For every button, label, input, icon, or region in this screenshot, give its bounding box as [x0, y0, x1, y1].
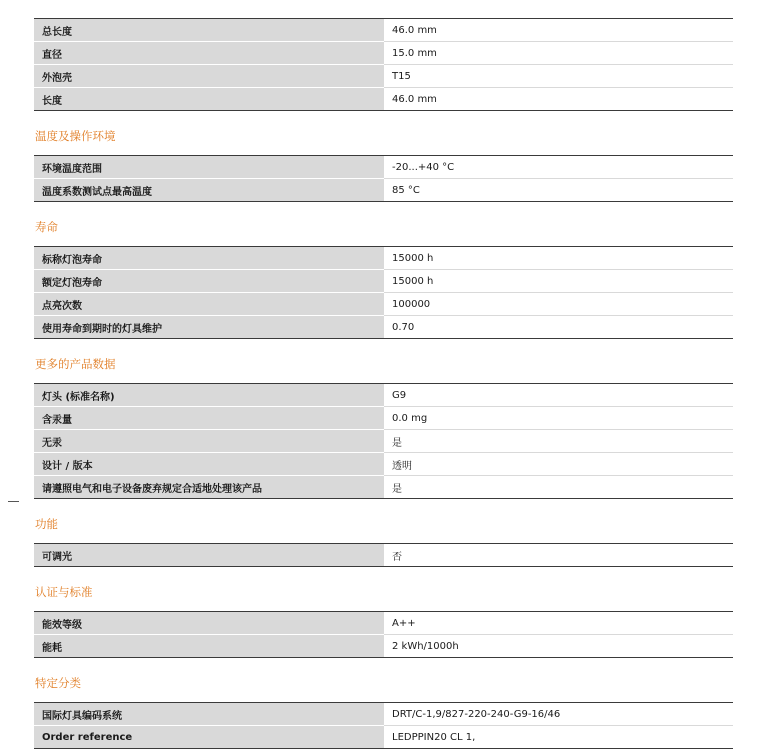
table-row: [34, 703, 733, 726]
row-label: 能效等级: [34, 612, 384, 635]
row-label: 能耗: [34, 635, 384, 658]
section-heading-certification: 认证与标准: [35, 585, 93, 599]
row-value: T15: [384, 65, 733, 88]
row-value: 15000 h: [384, 270, 733, 293]
margin-dash-mark: [8, 501, 19, 502]
row-label: 国际灯具编码系统: [34, 703, 384, 726]
table-row: [34, 270, 733, 293]
table-row: [34, 612, 733, 635]
section-features: [34, 499, 733, 567]
table-row: [34, 453, 733, 476]
row-value: 否: [384, 544, 733, 567]
section-heading-temperature: 温度及操作环境: [35, 129, 116, 143]
table-row: [34, 179, 733, 202]
table-row: [34, 635, 733, 658]
table-row: [34, 476, 733, 499]
spec-table-features: [34, 543, 733, 567]
row-label: 长度: [34, 88, 384, 111]
section-classification: [34, 658, 733, 749]
row-value: 是: [384, 430, 733, 453]
section-heading-product-data: 更多的产品数据: [35, 357, 116, 371]
table-row: [34, 88, 733, 111]
row-value: 100000: [384, 293, 733, 316]
section-product-data: [34, 339, 733, 499]
row-label: 灯头 (标准名称): [34, 384, 384, 407]
table-row: [34, 156, 733, 179]
row-value: 0.70: [384, 316, 733, 339]
section-heading-classification: 特定分类: [35, 676, 81, 690]
row-value: A++: [384, 612, 733, 635]
row-value: 15.0 mm: [384, 42, 733, 65]
table-row: [34, 42, 733, 65]
row-label: 额定灯泡寿命: [34, 270, 384, 293]
section-temperature: [34, 111, 733, 202]
table-row: [34, 65, 733, 88]
row-label: 环境温度范围: [34, 156, 384, 179]
spec-table-lifetime: [34, 246, 733, 339]
row-value: 0.0 mg: [384, 407, 733, 430]
spec-sheet: [34, 18, 733, 749]
row-value: -20...+40 °C: [384, 156, 733, 179]
row-value: 2 kWh/1000h: [384, 635, 733, 658]
table-row: [34, 544, 733, 567]
row-value: 46.0 mm: [384, 19, 733, 42]
row-value: 透明: [384, 453, 733, 476]
section-heading-lifetime: 寿命: [35, 220, 58, 234]
spec-table-temperature: [34, 155, 733, 202]
row-label: 点亮次数: [34, 293, 384, 316]
spec-table-dimensions: [34, 18, 733, 111]
section-heading-features: 功能: [35, 517, 58, 531]
section-dimensions: [34, 18, 733, 111]
row-label: 使用寿命到期时的灯具维护: [34, 316, 384, 339]
row-label: Order reference: [34, 726, 384, 749]
table-row: [34, 316, 733, 339]
table-row: [34, 407, 733, 430]
row-value: LEDPPIN20 CL 1,: [384, 726, 733, 749]
row-label: 外泡壳: [34, 65, 384, 88]
row-label: 标称灯泡寿命: [34, 247, 384, 270]
row-value: 85 °C: [384, 179, 733, 202]
row-value: 46.0 mm: [384, 88, 733, 111]
table-row: [34, 430, 733, 453]
table-row: [34, 247, 733, 270]
row-label: 设计 / 版本: [34, 453, 384, 476]
row-label: 可调光: [34, 544, 384, 567]
spec-table-certification: [34, 611, 733, 658]
spec-table-classification: [34, 702, 733, 749]
table-row: [34, 293, 733, 316]
table-row: [34, 384, 733, 407]
row-label: 直径: [34, 42, 384, 65]
section-certification: [34, 567, 733, 658]
spec-table-product-data: [34, 383, 733, 499]
row-label: 总长度: [34, 19, 384, 42]
row-label: 请遵照电气和电子设备废弃规定合适地处理该产品: [34, 476, 384, 499]
row-label: 含汞量: [34, 407, 384, 430]
row-value: DRT/C-1,9/827-220-240-G9-16/46: [384, 703, 733, 726]
section-lifetime: [34, 202, 733, 339]
table-row: [34, 19, 733, 42]
row-label: 温度系数测试点最高温度: [34, 179, 384, 202]
row-value: 是: [384, 476, 733, 499]
table-row: [34, 726, 733, 749]
row-value: G9: [384, 384, 733, 407]
row-value: 15000 h: [384, 247, 733, 270]
row-label: 无汞: [34, 430, 384, 453]
